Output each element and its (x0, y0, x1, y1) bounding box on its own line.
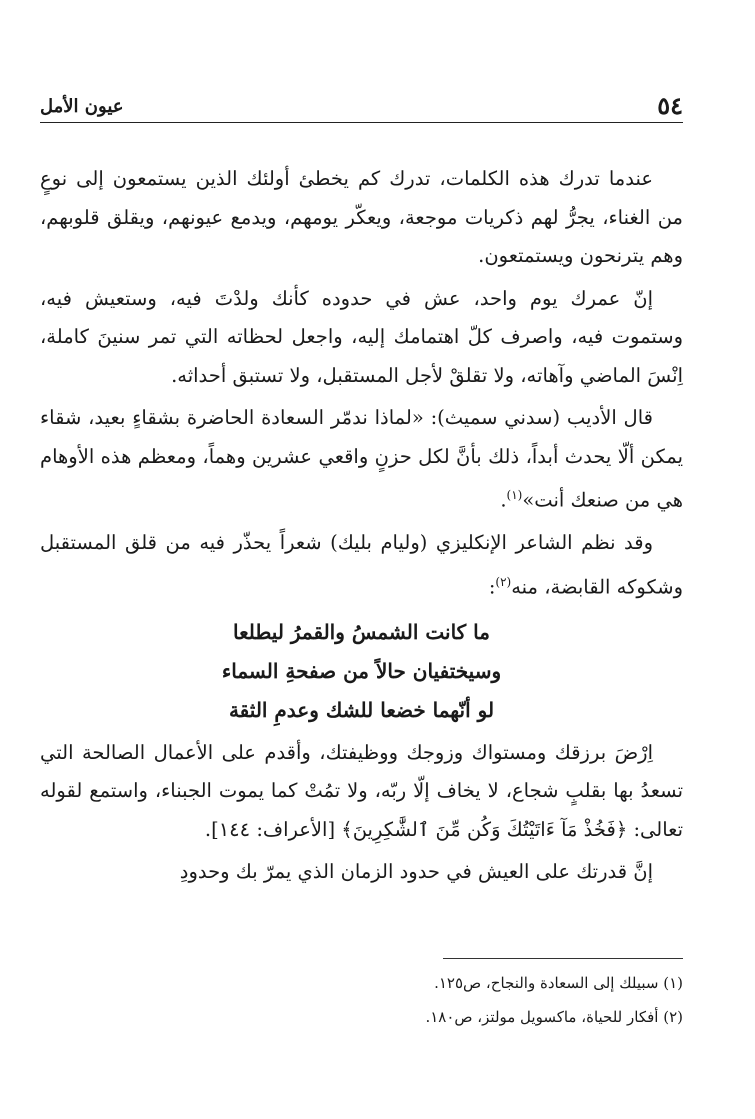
paragraph-6: إنَّ قدرتك على العيش في حدود الزمان الذي يمرّ بك وحدودِ (179, 860, 653, 883)
paragraph-4-end: : (488, 575, 496, 598)
poem (40, 613, 683, 730)
page-header (40, 92, 683, 123)
paragraph-3 (40, 399, 683, 520)
footnote-2: (٢) أفكار للحياة، ماكسويل مولتز، ص١٨٠. (425, 1008, 683, 1026)
main-text (40, 160, 683, 896)
paragraph-5: اِرْضَ برزقك ومستواك وزوجك ووظيفتك، وأقدم على الأعمال الصالحة التي تسعدُ بها بقلبٍ شجاع، لا يخاف إلّا ربّه، ولا تمُتْ كما يموت الجبناء، واستمع لقوله تعالى: ﴿فَخُذْ مَآ ءَاتَيْتُكَ وَكُن مِّنَ ٱلشَّٰكِرِينَ﴾ [الأعراف: ١٤٤]. (40, 740, 683, 841)
paragraph-3-text: قال الأديب (سدني سميث): «لماذا ندمّر السعادة الحاضرة بشقاءٍ بعيد، شقاء يمكن ألّا يحدث أبداً، ذلك بأنَّ لكل حزنٍ واقعي عشرين وهماً، ومعظم هذه الأوهام هي من صنعك أنت» (40, 406, 683, 512)
footnote-ref-1[interactable]: (١) (506, 488, 523, 502)
footnotes (40, 966, 683, 1034)
poem-verse: ما كانت الشمسُ والقمرُ ليطلعا (233, 619, 490, 644)
footnote-divider (443, 958, 683, 959)
footnote-1: (١) سبيلك إلى السعادة والنجاح، ص١٢٥. (434, 974, 683, 992)
paragraph-2: إنّ عمرك يوم واحد، عش في حدوده كأنك ولدْتَ فيه، وستعيش فيه، وستموت فيه، واصرف كلّ اهتمامك إليه، واجعل لحظاته التي تمر سنينَ كاملة، اِنْسَ الماضي وآهاته، ولا تقلقْ لأجل المستقبل، ولا تستبق أحداثه. (40, 286, 683, 387)
paragraph-4 (40, 524, 683, 607)
poem-verse: وسيختفيان حالاً من صفحةِ السماء (221, 658, 502, 683)
poem-verse: لو أنّهما خضعا للشك وعدمِ الثقة (228, 697, 495, 722)
paragraph-4-text: وقد نظم الشاعر الإنكليزي (وليام بليك) شعراً يحذّر فيه من قلق المستقبل وشكوكه القابضة، منه (40, 531, 683, 598)
paragraph-3-end: . (500, 488, 507, 512)
footnote-ref-2[interactable]: (٢) (495, 574, 512, 589)
page-number: ٥٤ (657, 91, 683, 120)
book-title: عيون الأمل (40, 96, 124, 117)
paragraph-1: عندما تدرك هذه الكلمات، تدرك كم يخطئ أولئك الذين يستمعون إلى نوعٍ من الغناء، يجرُّ لهم ذكريات موجعة، ويعكّر يومهم، ويدمع عيونهم، ويقلق قلوبهم، وهم يترنحون ويستمتعون. (40, 167, 683, 267)
